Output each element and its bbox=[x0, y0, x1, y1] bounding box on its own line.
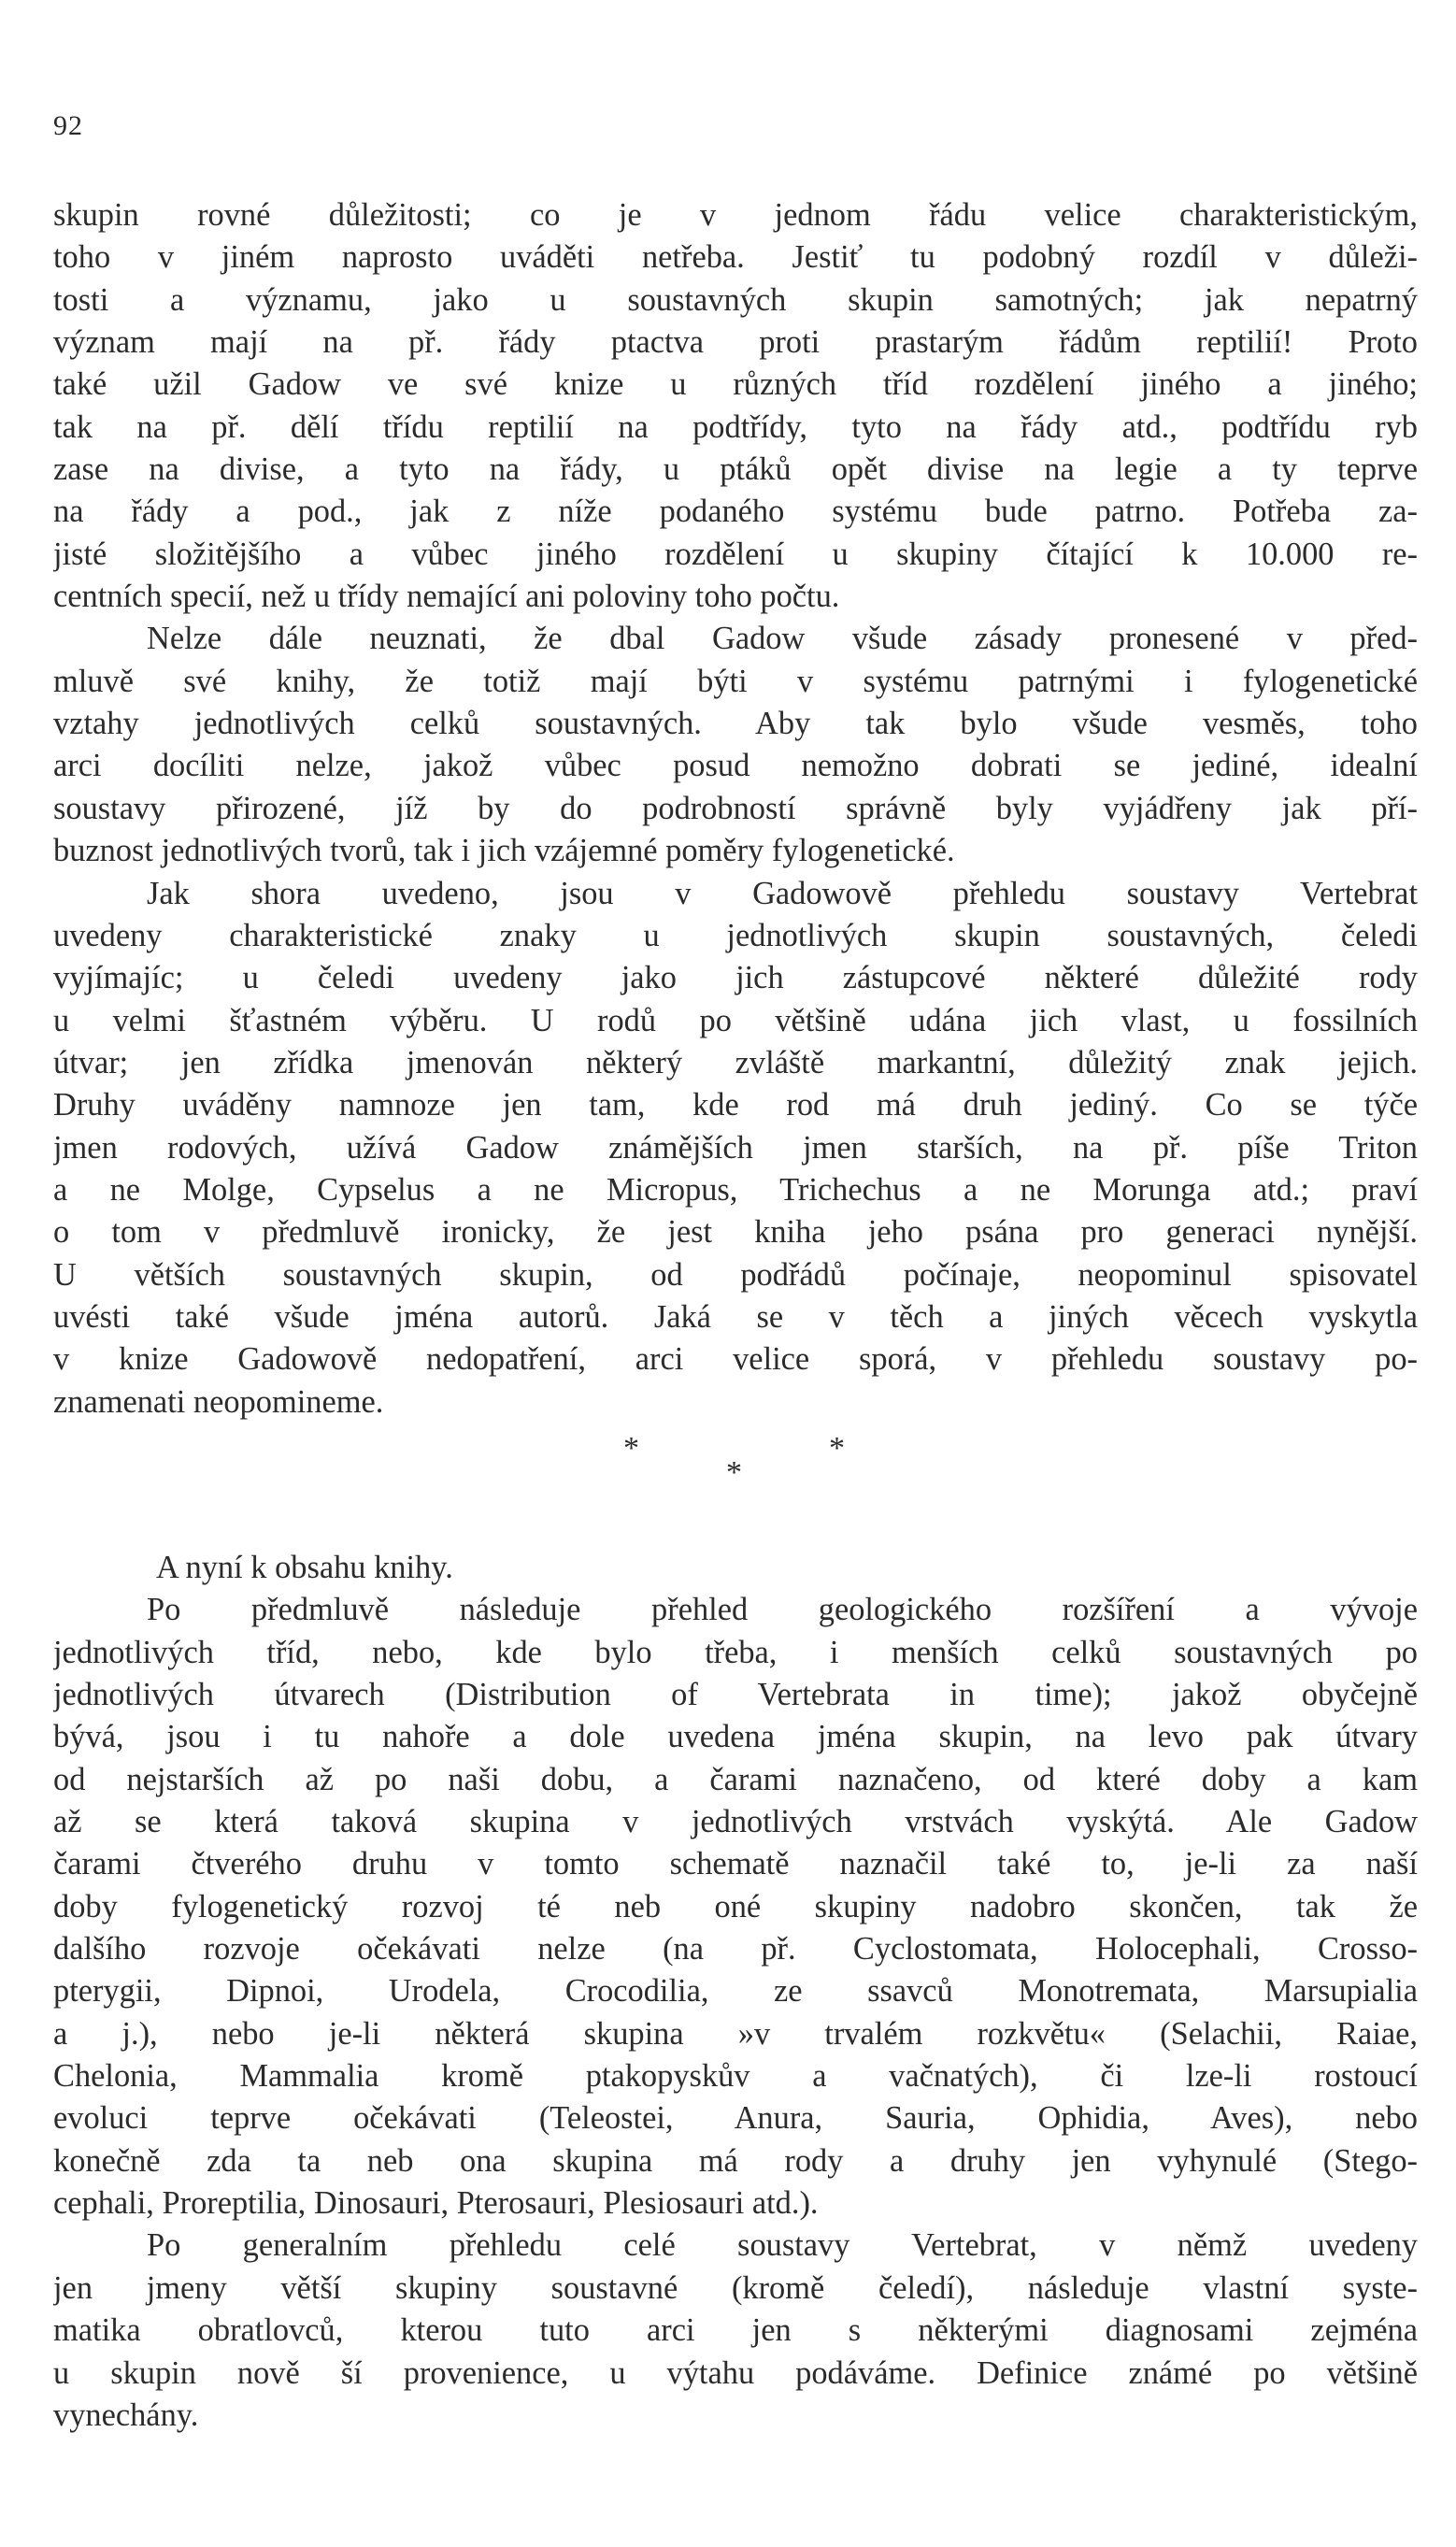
section-separator bbox=[53, 1424, 1418, 1547]
text-line: Nelze dále neuznati, že dbal Gadow všude zásady pronesené v před- bbox=[147, 621, 1418, 657]
text-line: centních specií, než u třídy nemající ani poloviny toho počtu. bbox=[53, 579, 840, 615]
text-line: uvésti také všude jména autorů. Jaká se v těch a jiných věcech vyskytla bbox=[53, 1298, 1418, 1335]
text-line: matika obratlovců, kterou tuto arci jen s některými diagnosami zejména bbox=[53, 2312, 1418, 2349]
paragraph-5 bbox=[53, 2225, 1418, 2437]
text-line: toho v jiném naprosto uváděti netřeba. Jestiť tu podobný rozdíl v důleži- bbox=[53, 239, 1418, 276]
body-text bbox=[53, 194, 1418, 2437]
section-heading: A nyní k obsahu knihy. bbox=[156, 1549, 453, 1585]
text-line: útvar; jen zřídka jmenován některý zvláště markantní, důležitý znak jejich. bbox=[53, 1044, 1418, 1080]
text-line: skupin rovné důležitosti; co je v jednom řádu velice charakteristickým, bbox=[53, 197, 1418, 233]
text-line: jmen rodových, užívá Gadow známějších jmen starších, na př. píše Triton bbox=[53, 1129, 1418, 1166]
text-line: Jak shora uvedeno, jsou v Gadowově přehledu soustavy Vertebrat bbox=[147, 875, 1418, 911]
text-line: čarami čtverého druhu v tomto schematě naznačil také to, je-li za naší bbox=[53, 1846, 1418, 1882]
text-line: soustavy přirozené, jíž by do podrobností správně byly vyjádřeny jak pří- bbox=[53, 790, 1418, 826]
paragraph-3 bbox=[53, 873, 1418, 1424]
text-line: konečně zda ta neb ona skupina má rody a druhy jen vyhynulé (Stego- bbox=[53, 2142, 1418, 2179]
text-line: vynechány. bbox=[53, 2397, 199, 2433]
text-line: Chelonia, Mammalia kromě ptakopyskův a vačnatých), či lze-li rostoucí bbox=[53, 2058, 1418, 2095]
text-line: až se která taková skupina v jednotlivých vrstvách vyskýtá. Ale Gadow bbox=[53, 1804, 1418, 1840]
text-line: znamenati neopomineme. bbox=[53, 1383, 384, 1420]
text-line: vztahy jednotlivých celků soustavných. Aby tak bylo všude vesměs, toho bbox=[53, 706, 1418, 742]
text-line: doby fylogenetický rozvoj té neb oné skupiny nadobro skončen, tak že bbox=[53, 1888, 1418, 1925]
page-number: 92 bbox=[53, 110, 83, 141]
text-line: v knize Gadowově nedopatření, arci velice sporá, v přehledu soustavy po- bbox=[53, 1341, 1418, 1378]
text-line: u skupin nově ší provenience, u výtahu podáváme. Definice známé po většině bbox=[53, 2354, 1418, 2391]
text-line: cephali, Proreptilia, Dinosauri, Pterosauri, Plesiosauri atd.). bbox=[53, 2185, 819, 2222]
text-line: zase na divise, a tyto na řády, u ptáků opět divise na legie a ty teprve bbox=[53, 451, 1418, 488]
text-line: jisté složitějšího a vůbec jiného rozdělení u skupiny čítající k 10.000 re- bbox=[53, 536, 1418, 572]
text-line: vyjímajíc; u čeledi uvedeny jako jich zástupcové některé důležité rody bbox=[53, 960, 1418, 996]
text-line: tak na př. dělí třídu reptilií na podtřídy, tyto na řády atd., podtřídu ryb bbox=[53, 408, 1418, 445]
paragraph-1 bbox=[53, 194, 1418, 618]
paragraph-4 bbox=[53, 1589, 1418, 2225]
text-line: také užil Gadow ve své knize u různých tříd rozdělení jiného a jiného; bbox=[53, 366, 1418, 403]
text-line: pterygii, Dipnoi, Urodela, Crocodilia, ze ssavců Monotremata, Marsupialia bbox=[53, 1973, 1418, 2010]
text-line: dalšího rozvoje očekávati nelze (na př. Cyclostomata, Holocephali, Crosso- bbox=[53, 1931, 1418, 1967]
text-line: o tom v předmluvě ironicky, že jest kniha jeho psána pro generaci nynější. bbox=[53, 1214, 1418, 1251]
text-line: arci docíliti nelze, jakož vůbec posud nemožno dobrati se jediné, idealní bbox=[53, 748, 1418, 784]
text-line: jen jmeny větší skupiny soustavné (kromě čeledí), následuje vlastní syste- bbox=[53, 2269, 1418, 2306]
text-line: jednotlivých útvarech (Distribution of Vertebrata in time); jakož obyčejně bbox=[53, 1677, 1418, 1712]
text-line: mluvě své knihy, že totiž mají býti v systému patrnými i fylogenetické bbox=[53, 663, 1418, 699]
text-line: a ne Molge, Cypselus a ne Micropus, Trichechus a ne Morunga atd.; praví bbox=[53, 1171, 1418, 1208]
paragraph-2 bbox=[53, 618, 1418, 872]
text-line: Po předmluvě následuje přehled geologického rozšíření a vývoje bbox=[147, 1592, 1418, 1628]
text-line: tosti a významu, jako u soustavných skupin samotných; jak nepatrný bbox=[53, 281, 1418, 318]
text-line: buznost jednotlivých tvorů, tak i jich vzájemné poměry fylogenetické. bbox=[53, 833, 955, 869]
asterisk: * bbox=[726, 1454, 742, 1490]
text-line: bývá, jsou i tu nahoře a dole uvedena jména skupin, na levo pak útvary bbox=[53, 1719, 1418, 1755]
text-line: od nejstarších až po naši dobu, a čarami naznačeno, od které doby a kam bbox=[53, 1761, 1418, 1797]
asterisk: * bbox=[829, 1430, 845, 1466]
text-line: význam mají na př. řády ptactva proti prastarým řádům reptilií! Proto bbox=[53, 324, 1418, 361]
text-line: evoluci teprve očekávati (Teleostei, Anura, Sauria, Ophidia, Aves), nebo bbox=[53, 2100, 1418, 2137]
text-line: u velmi šťastném výběru. U rodů po většině udána jich vlast, u fossilních bbox=[53, 1002, 1418, 1038]
text-line: uvedeny charakteristické znaky u jednotlivých skupin soustavných, čeledi bbox=[53, 917, 1418, 953]
text-line: a j.), nebo je-li některá skupina »v trvalém rozkvětu« (Selachii, Raiae, bbox=[53, 2015, 1418, 2052]
text-line: Po generalním přehledu celé soustavy Vertebrat, v němž uvedeny bbox=[147, 2227, 1418, 2264]
text-line: jednotlivých tříd, nebo, kde bylo třeba, i menších celků soustavných po bbox=[53, 1634, 1418, 1670]
text-line: na řády a pod., jak z níže podaného systému bude patrno. Potřeba za- bbox=[53, 494, 1418, 530]
text-line: U větších soustavných skupin, od podřádů počínaje, neopominul spisovatel bbox=[53, 1256, 1418, 1293]
asterisk: * bbox=[623, 1430, 639, 1466]
text-line: Druhy uváděny namnoze jen tam, kde rod má druh jediný. Co se týče bbox=[53, 1087, 1418, 1123]
